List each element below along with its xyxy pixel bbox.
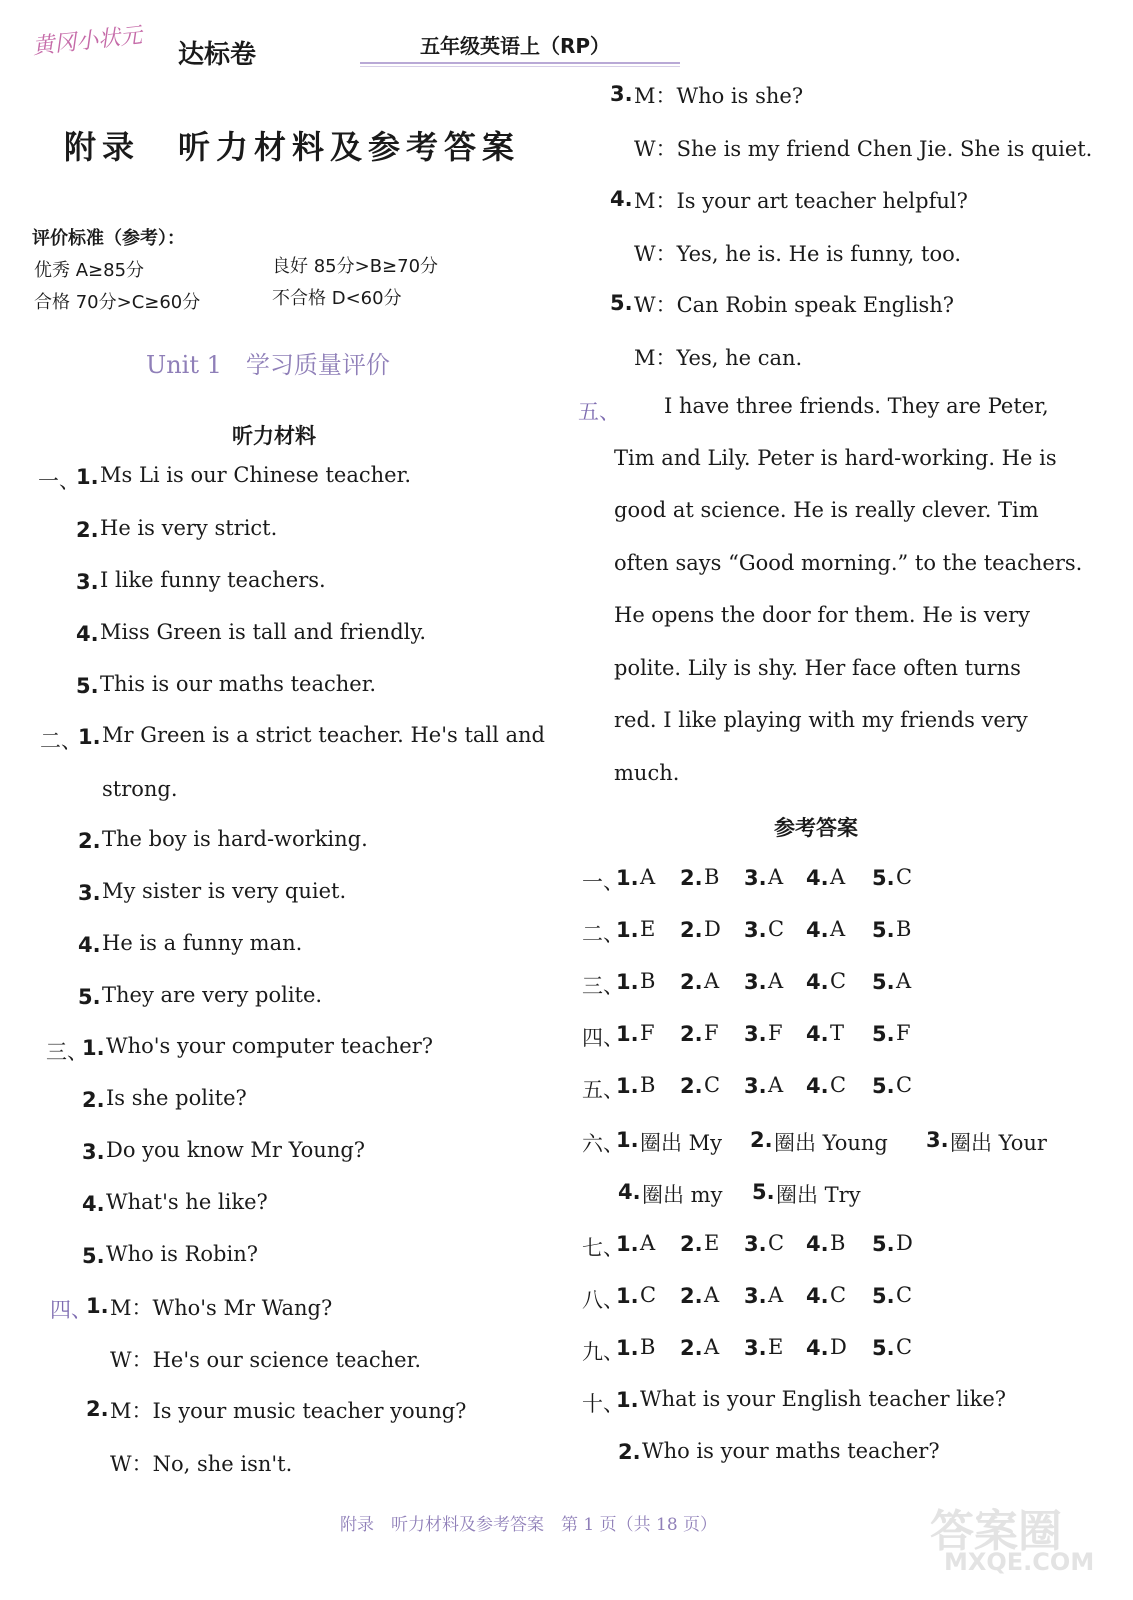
answer-number: 5. (872, 1074, 895, 1098)
item-number: 4. (76, 622, 99, 646)
unit-title: Unit 1 学习质量评价 (146, 351, 390, 379)
answer-number: 3. (744, 1232, 767, 1256)
answer-number: 2. (680, 1336, 703, 1360)
answer-number: 2. (680, 918, 703, 942)
dialog-line: W：Yes, he is. He is funny, too. (634, 242, 962, 266)
answer-number: 5. (872, 1284, 895, 1308)
answer-number: 5. (752, 1180, 775, 1204)
answer-value: 圈出 My (640, 1131, 723, 1155)
item-number: 3. (76, 570, 99, 594)
watermark-url: MXQE.COM (944, 1548, 1095, 1576)
answer-value: B (640, 1335, 656, 1359)
answer-value: B (640, 969, 656, 993)
paragraph-line: often says “Good morning.” to the teachers. (614, 551, 1083, 575)
answer-number: 3. (744, 1284, 767, 1308)
criteria-excellent: 优秀 A≥85分 (34, 260, 145, 281)
answer-number: 3. (744, 918, 767, 942)
section-label: 一、 (38, 469, 80, 493)
paragraph-line: good at science. He is really clever. Tim (614, 498, 1039, 522)
page-footer: 附录 听力材料及参考答案 第 1 页（共 18 页） (340, 1515, 718, 1535)
paragraph-line: red. I like playing with my friends very (614, 708, 1028, 732)
answer-value: Who is your maths teacher? (642, 1439, 940, 1463)
answer-value: B (640, 1073, 656, 1097)
answer-number: 5. (872, 1336, 895, 1360)
answer-value: 圈出 Your (950, 1131, 1047, 1155)
item-text: Who's your computer teacher? (106, 1034, 433, 1058)
paragraph-line: I have three friends. They are Peter, (664, 394, 1049, 418)
answer-value: A (768, 865, 784, 889)
answer-value: A (640, 865, 656, 889)
answer-value: A (768, 1283, 784, 1307)
dialog-line: W：No, she isn't. (110, 1452, 293, 1476)
answer-value: C (830, 1283, 847, 1307)
answer-number: 1. (616, 866, 639, 890)
answer-number: 4. (806, 1074, 829, 1098)
item-number: 2. (78, 829, 101, 853)
answer-value: 圈出 my (642, 1183, 723, 1207)
answer-value: C (830, 1073, 847, 1097)
section-label: 五、 (578, 400, 620, 424)
dialog-line: W：Can Robin speak English? (634, 293, 955, 317)
item-number: 3. (610, 82, 633, 106)
item-text: strong. (102, 777, 178, 801)
criteria-pass: 合格 70分>C≥60分 (34, 292, 201, 313)
answer-value: A (896, 969, 912, 993)
item-number: 3. (78, 881, 101, 905)
answer-section-label: 九、 (582, 1340, 624, 1364)
answer-number: 2. (680, 1284, 703, 1308)
answer-number: 1. (616, 918, 639, 942)
item-number: 1. (76, 465, 99, 489)
answer-value: B (830, 1231, 846, 1255)
answer-number: 4. (806, 918, 829, 942)
criteria-label: 评价标准（参考）： (32, 228, 185, 249)
answer-value: A (704, 1335, 720, 1359)
answer-section-label: 五、 (582, 1078, 624, 1102)
answer-value: F (896, 1021, 911, 1045)
answer-number: 1. (616, 1022, 639, 1046)
answer-number: 3. (744, 1022, 767, 1046)
dialog-line: M：Yes, he can. (634, 346, 803, 370)
answer-number: 4. (806, 1284, 829, 1308)
item-number: 5. (610, 291, 633, 315)
answer-value: B (704, 865, 720, 889)
answer-value: 圈出 Young (774, 1131, 888, 1155)
answer-value: B (896, 917, 912, 941)
answer-value: A (640, 1231, 656, 1255)
item-text: This is our maths teacher. (100, 672, 377, 696)
answer-value: C (768, 917, 785, 941)
answer-number: 2. (618, 1440, 641, 1464)
answer-value: C (640, 1283, 657, 1307)
answer-value: A (704, 969, 720, 993)
answer-value: C (896, 1283, 913, 1307)
answer-number: 1. (616, 1284, 639, 1308)
answer-value: D (896, 1231, 913, 1255)
answer-section-label: 四、 (582, 1026, 624, 1050)
brand-logo: 黄冈小状元 (31, 23, 144, 60)
answer-number: 2. (680, 1232, 703, 1256)
paragraph-line: Tim and Lily. Peter is hard-working. He is (614, 446, 1057, 470)
item-number: 1. (82, 1036, 105, 1060)
answer-value: E (704, 1231, 720, 1255)
item-text: Ms Li is our Chinese teacher. (100, 463, 411, 487)
answer-number: 3. (744, 866, 767, 890)
listening-heading: 听力材料 (232, 424, 316, 448)
watermark-logo: 答案圈 (930, 1506, 1062, 1557)
answer-number: 4. (806, 970, 829, 994)
answer-value: A (830, 917, 846, 941)
answer-number: 1. (616, 970, 639, 994)
answer-number: 2. (750, 1128, 773, 1152)
paragraph-line: polite. Lily is shy. Her face often turns (614, 656, 1021, 680)
item-text: What's he like? (106, 1190, 268, 1214)
answer-number: 4. (806, 866, 829, 890)
page-title: 附录 听力材料及参考答案 (64, 128, 521, 166)
answer-number: 3. (744, 1336, 767, 1360)
item-text: I like funny teachers. (100, 568, 326, 592)
answer-number: 3. (926, 1128, 949, 1152)
item-text: Miss Green is tall and friendly. (100, 620, 427, 644)
answer-number: 5. (872, 918, 895, 942)
item-text: He is a funny man. (102, 931, 303, 955)
dialog-line: M：Is your music teacher young? (110, 1399, 467, 1423)
item-text: Do you know Mr Young? (106, 1138, 366, 1162)
answer-value: 圈出 Try (776, 1183, 861, 1207)
answers-heading: 参考答案 (774, 816, 858, 840)
answer-number: 4. (618, 1180, 641, 1204)
answer-value: C (896, 865, 913, 889)
answer-value: F (704, 1021, 719, 1045)
answer-value: C (704, 1073, 721, 1097)
item-number: 1. (86, 1294, 109, 1318)
dialog-line: M：Who is she? (634, 84, 804, 108)
paragraph-line: much. (614, 761, 680, 785)
dialog-line: M：Is your art teacher helpful? (634, 189, 968, 213)
answer-number: 5. (872, 1232, 895, 1256)
answer-value: A (704, 1283, 720, 1307)
section-label: 三、 (46, 1040, 88, 1064)
answer-number: 1. (616, 1074, 639, 1098)
section-label: 四、 (50, 1298, 92, 1322)
answer-value: A (768, 969, 784, 993)
dialog-line: W：She is my friend Chen Jie. She is quiet. (634, 137, 1093, 161)
answer-value: E (768, 1335, 784, 1359)
answer-value: D (704, 917, 721, 941)
item-text: He is very strict. (100, 516, 278, 540)
answer-section-label: 三、 (582, 974, 624, 998)
item-number: 1. (78, 725, 101, 749)
answer-value: A (768, 1073, 784, 1097)
answer-number: 1. (616, 1128, 639, 1152)
header-rule-secondary (360, 66, 680, 67)
book-title: 五年级英语上（RP） (420, 34, 611, 58)
item-number: 5. (76, 674, 99, 698)
answer-value: A (830, 865, 846, 889)
answer-value: C (768, 1231, 785, 1255)
answer-value: C (896, 1073, 913, 1097)
answer-number: 4. (806, 1232, 829, 1256)
item-text: They are very polite. (102, 983, 323, 1007)
answer-value: What is your English teacher like? (640, 1387, 1007, 1411)
answer-value: C (830, 969, 847, 993)
dialog-line: W：He's our science teacher. (110, 1348, 422, 1372)
answer-number: 5. (872, 1022, 895, 1046)
criteria-good: 良好 85分>B≥70分 (272, 256, 439, 277)
answer-number: 5. (872, 866, 895, 890)
answer-number: 1. (616, 1232, 639, 1256)
answer-value: D (830, 1335, 847, 1359)
answer-number: 1. (616, 1336, 639, 1360)
answer-section-label: 十、 (582, 1392, 624, 1416)
dialog-line: M：Who's Mr Wang? (110, 1296, 333, 1320)
item-number: 2. (82, 1088, 105, 1112)
paragraph-line: He opens the door for them. He is very (614, 603, 1030, 627)
item-number: 3. (82, 1140, 105, 1164)
answer-number: 3. (744, 1074, 767, 1098)
answer-value: T (830, 1021, 845, 1045)
item-number: 4. (82, 1192, 105, 1216)
answer-number: 1. (616, 1388, 639, 1412)
section-label: 二、 (40, 729, 82, 753)
item-text: My sister is very quiet. (102, 879, 347, 903)
answer-number: 4. (806, 1022, 829, 1046)
item-number: 5. (82, 1244, 105, 1268)
item-number: 4. (78, 933, 101, 957)
answer-number: 2. (680, 866, 703, 890)
item-number: 2. (86, 1397, 109, 1421)
answer-section-label: 二、 (582, 922, 624, 946)
answer-value: C (896, 1335, 913, 1359)
item-text: The boy is hard-working. (102, 827, 368, 851)
answer-value: E (640, 917, 656, 941)
answer-section-label: 六、 (582, 1132, 624, 1156)
answer-number: 2. (680, 970, 703, 994)
item-number: 4. (610, 187, 633, 211)
answer-number: 2. (680, 1074, 703, 1098)
answer-value: F (640, 1021, 655, 1045)
answer-section-label: 七、 (582, 1236, 624, 1260)
item-number: 2. (76, 518, 99, 542)
series-title: 达标卷 (178, 40, 257, 70)
answer-section-label: 一、 (582, 870, 624, 894)
item-text: Is she polite? (106, 1086, 247, 1110)
answer-section-label: 八、 (582, 1288, 624, 1312)
answer-value: F (768, 1021, 783, 1045)
answer-number: 5. (872, 970, 895, 994)
answer-number: 2. (680, 1022, 703, 1046)
item-number: 5. (78, 985, 101, 1009)
answer-number: 4. (806, 1336, 829, 1360)
item-text: Mr Green is a strict teacher. He's tall and (102, 723, 545, 747)
criteria-fail: 不合格 D<60分 (272, 288, 402, 309)
answer-number: 3. (744, 970, 767, 994)
header-rule (360, 62, 680, 64)
item-text: Who is Robin? (106, 1242, 258, 1266)
